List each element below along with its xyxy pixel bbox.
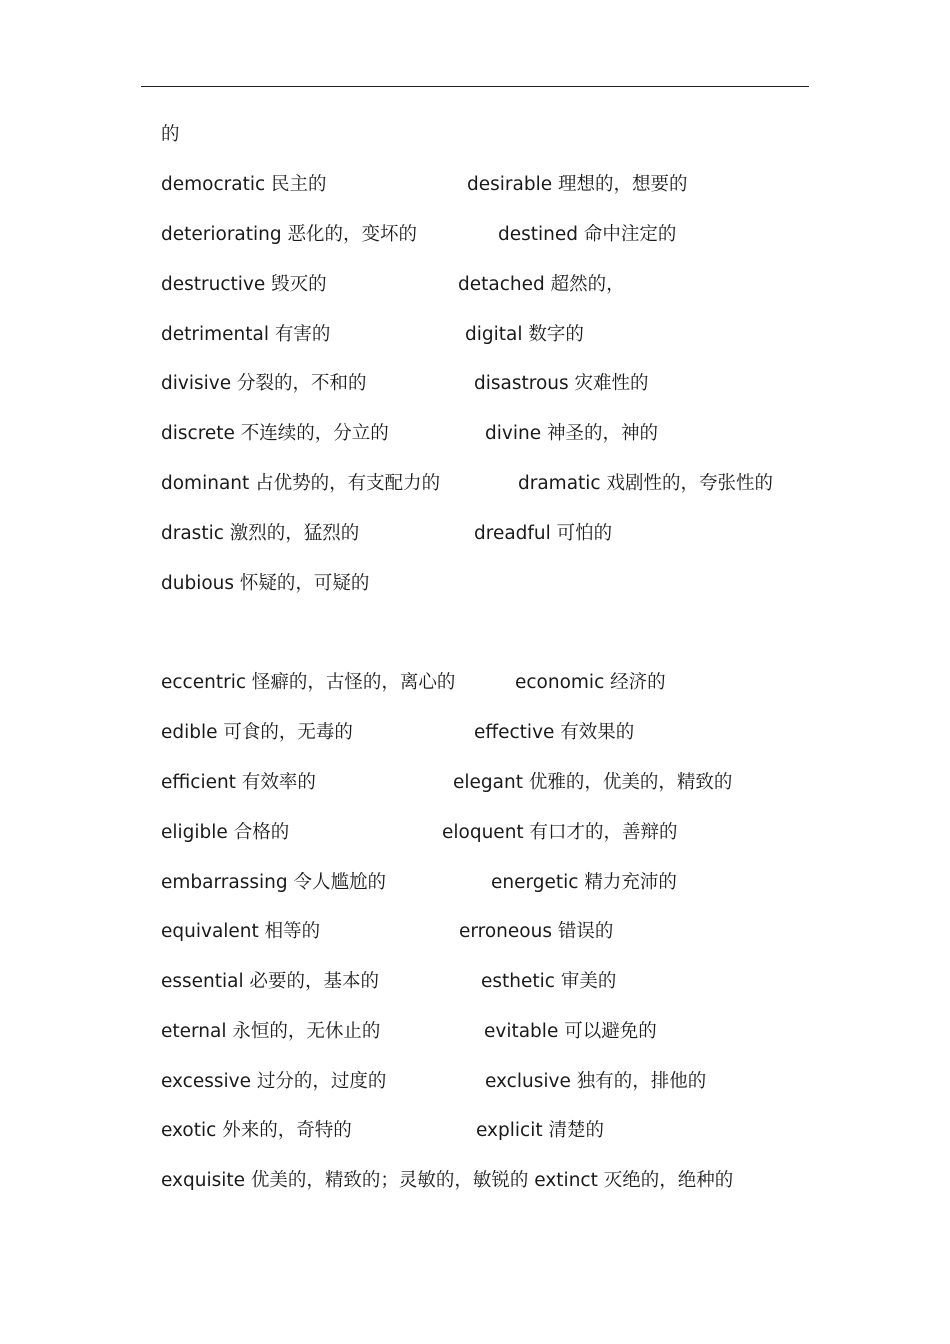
vocab-entry: digital 数字的 <box>465 324 584 345</box>
vocab-entry: energetic 精力充沛的 <box>491 872 677 893</box>
vocab-entry: destructive 毁灭的 <box>161 274 327 295</box>
vocab-entry: eternal 永恒的，无休止的 <box>161 1021 381 1042</box>
vocab-entry: embarrassing 令人尴尬的 <box>161 872 386 893</box>
vocab-entry: equivalent 相等的 <box>161 921 321 942</box>
vocab-entry: esthetic 审美的 <box>481 971 617 992</box>
vocab-entry: deteriorating 恶化的，变坏的 <box>161 224 418 245</box>
vocab-entry: detrimental 有害的 <box>161 324 331 345</box>
header-rule <box>141 86 809 87</box>
vocab-entry: erroneous 错误的 <box>459 921 614 942</box>
vocab-entry: exquisite 优美的，精致的；灵敏的，敏锐的 extinct 灭绝的，绝种的 <box>161 1170 734 1191</box>
vocab-entry: economic 经济的 <box>515 672 666 693</box>
vocab-entry: drastic 激烈的，猛烈的 <box>161 523 360 544</box>
vocab-entry: effective 有效果的 <box>474 722 635 743</box>
vocab-entry: democratic 民主的 <box>161 174 327 195</box>
vocab-entry: eligible 合格的 <box>161 822 290 843</box>
vocab-entry: edible 可食的，无毒的 <box>161 722 353 743</box>
vocab-entry: divisive 分裂的，不和的 <box>161 373 367 394</box>
vocab-entry: essential 必要的，基本的 <box>161 971 380 992</box>
vocab-entry: 的 <box>161 124 180 145</box>
vocab-entry: dreadful 可怕的 <box>474 523 613 544</box>
vocab-entry: eloquent 有口才的，善辩的 <box>442 822 678 843</box>
vocab-entry: discrete 不连续的，分立的 <box>161 423 389 444</box>
vocab-entry: desirable 理想的，想要的 <box>467 174 688 195</box>
vocab-entry: exclusive 独有的，排他的 <box>485 1071 707 1092</box>
vocab-entry: detached 超然的， <box>458 274 625 295</box>
vocab-entry: dubious 怀疑的，可疑的 <box>161 573 370 594</box>
vocab-entry: destined 命中注定的 <box>498 224 677 245</box>
vocab-entry: elegant 优雅的，优美的，精致的 <box>453 772 733 793</box>
vocab-entry: disastrous 灾难性的 <box>474 373 649 394</box>
vocab-entry: excessive 过分的，过度的 <box>161 1071 387 1092</box>
vocab-entry: dominant 占优势的，有支配力的 <box>161 473 441 494</box>
vocab-entry: dramatic 戏剧性的，夸张性的 <box>518 473 773 494</box>
vocab-entry: evitable 可以避免的 <box>484 1021 657 1042</box>
vocab-entry: divine 神圣的，神的 <box>485 423 658 444</box>
vocab-entry: exotic 外来的，奇特的 <box>161 1120 352 1141</box>
vocab-entry: efficient 有效率的 <box>161 772 316 793</box>
vocab-entry: explicit 清楚的 <box>476 1120 604 1141</box>
vocab-entry: eccentric 怪癖的，古怪的，离心的 <box>161 672 456 693</box>
